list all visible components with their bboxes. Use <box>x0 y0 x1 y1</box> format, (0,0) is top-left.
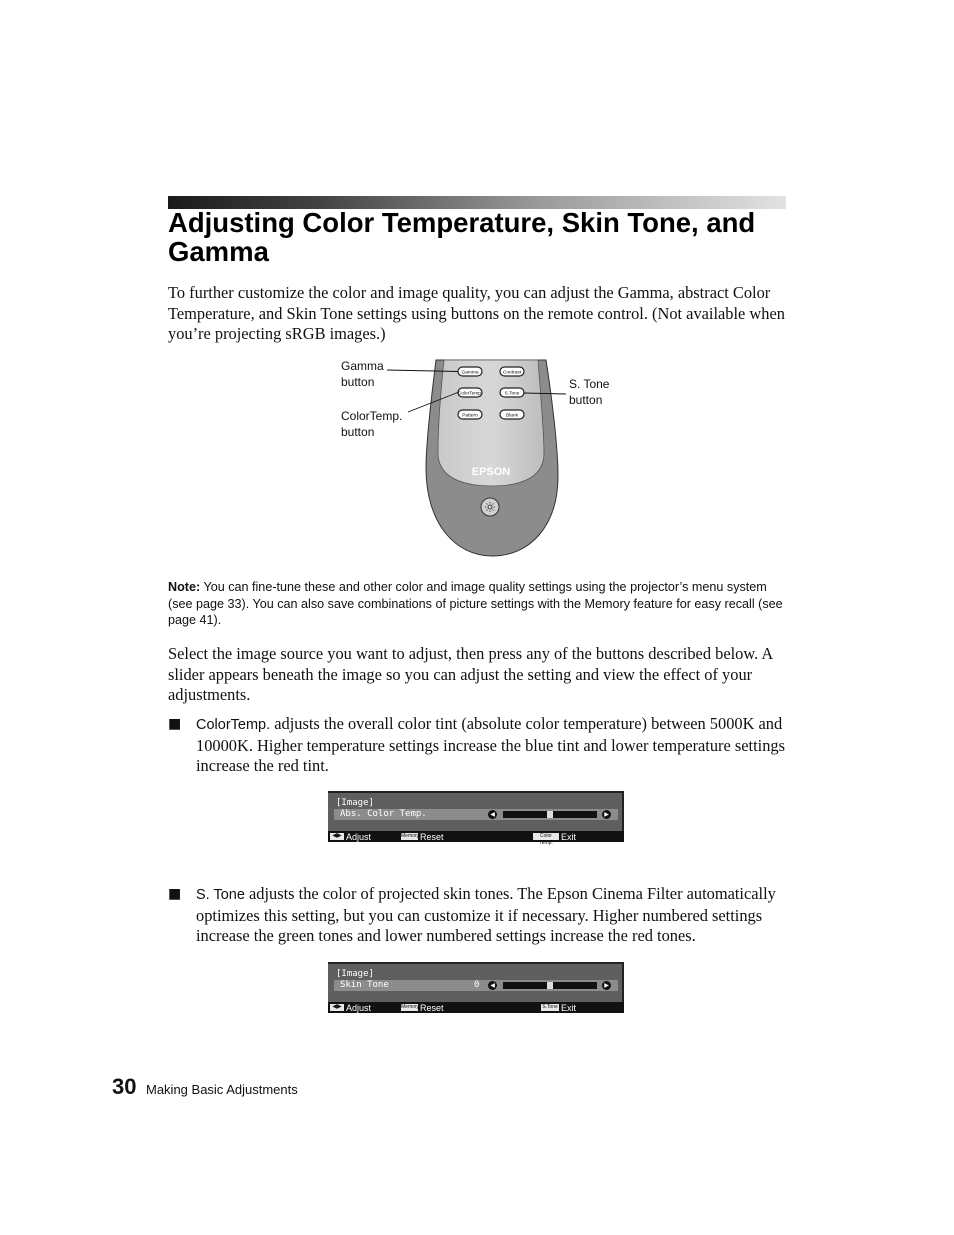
osd-adjust-label: Adjust <box>346 832 372 842</box>
osd-color-temp <box>328 791 624 846</box>
remote-brand-logo: EPSON <box>471 466 511 478</box>
osd-adjust-label: Adjust <box>346 1003 372 1013</box>
slider-right-arrow-icon[interactable]: ▶ <box>602 981 611 990</box>
adjust-arrows-icon: ◀▶ <box>330 833 344 840</box>
remote-button-colortemp: ColorTemp. <box>457 391 483 397</box>
bullet-lead: S. Tone <box>196 887 245 903</box>
intro-paragraph: To further customize the color and image quality, you can adjust the Gamma, abstract Color Temperature, and Skin Tone settings using buttons on the remote control. (Not available when you’re projecting sRGB images.) <box>168 283 785 343</box>
osd-item-value: 0 <box>474 980 480 990</box>
osd-footer <box>328 831 624 842</box>
osd-item-label: Abs. Color Temp. <box>340 809 427 819</box>
page-number: 30 <box>112 1074 137 1099</box>
stone-callout: S. Tone button <box>569 377 610 407</box>
osd-exit-label: Exit <box>561 832 577 842</box>
remote-button-contrast: Contrast <box>502 370 522 376</box>
osd-top-border <box>328 962 624 964</box>
osd-slider-track[interactable] <box>503 811 597 818</box>
memory-key: Memory <box>401 1004 420 1010</box>
page-title: Adjusting Color Temperature, Skin Tone, and Gamma <box>168 207 756 267</box>
light-button-icon <box>481 498 499 516</box>
bullet-colortemp: ColorTemp. adjusts the overall color tint (absolute color temperature) between 5000K and 10000K. Higher temperature settings increase the blue tint and lower temperature settings increase the red tint. <box>196 714 785 775</box>
gamma-callout: Gamma button <box>341 359 384 389</box>
remote-button-pattern: Pattern <box>462 413 478 419</box>
remote-button-stone: S.Tone <box>504 391 520 397</box>
section-name: Making Basic Adjustments <box>146 1082 298 1097</box>
memory-key: Memory <box>401 833 420 839</box>
slider-left-arrow-icon[interactable]: ◀ <box>488 981 497 990</box>
note-text: You can fine-tune these and other color and image quality settings using the projector’s menu system (see page 33). You can also save combinations of picture settings with the Memory feature for easy recall (see page 41). <box>168 580 783 628</box>
select-paragraph: Select the image source you want to adjust, then press any of the buttons described below. A slider appears beneath the image so you can adjust the setting and view the effect of your adjustments. <box>168 644 773 704</box>
osd-header: [Image] <box>336 969 374 979</box>
osd-slider-track[interactable] <box>503 982 597 989</box>
adjust-arrows-icon: ◀▶ <box>330 1004 344 1011</box>
slider-left-arrow-icon[interactable]: ◀ <box>488 810 497 819</box>
osd-header: [Image] <box>336 798 374 808</box>
colortemp-callout: ColorTemp. button <box>341 409 403 439</box>
osd-right-border <box>622 962 624 1002</box>
osd-item-label: Skin Tone <box>340 980 389 990</box>
bullet-marker: ■ <box>168 886 182 902</box>
stone-key: S.Tone <box>542 1004 558 1010</box>
osd-slider-thumb[interactable] <box>547 982 553 989</box>
osd-exit-label: Exit <box>561 1003 577 1013</box>
osd-slider-thumb[interactable] <box>547 811 553 818</box>
remote-button-gamma: Gamma <box>461 370 479 376</box>
bullet-lead: ColorTemp. <box>196 717 271 733</box>
bullet-stone: S. Tone adjusts the color of projected skin tones. The Epson Cinema Filter automatically optimizes this setting, but you can customize it if necessary. Higher numbered settings increase the green tones and lower numbered settings increase the red tones. <box>196 884 776 945</box>
osd-skin-tone <box>328 962 624 1014</box>
bullet-marker: ■ <box>168 716 182 732</box>
osd-right-border <box>622 791 624 831</box>
note-paragraph <box>168 579 783 629</box>
slider-right-arrow-icon[interactable]: ▶ <box>602 810 611 819</box>
osd-footer <box>328 1002 624 1013</box>
osd-reset-label: Reset <box>420 832 444 842</box>
colortemp-key: Color Temp. <box>533 833 559 840</box>
note-label: Note: <box>168 580 201 594</box>
remote-button-blank: Blank <box>506 413 518 419</box>
osd-top-border <box>328 791 624 793</box>
osd-reset-label: Reset <box>420 1003 444 1013</box>
